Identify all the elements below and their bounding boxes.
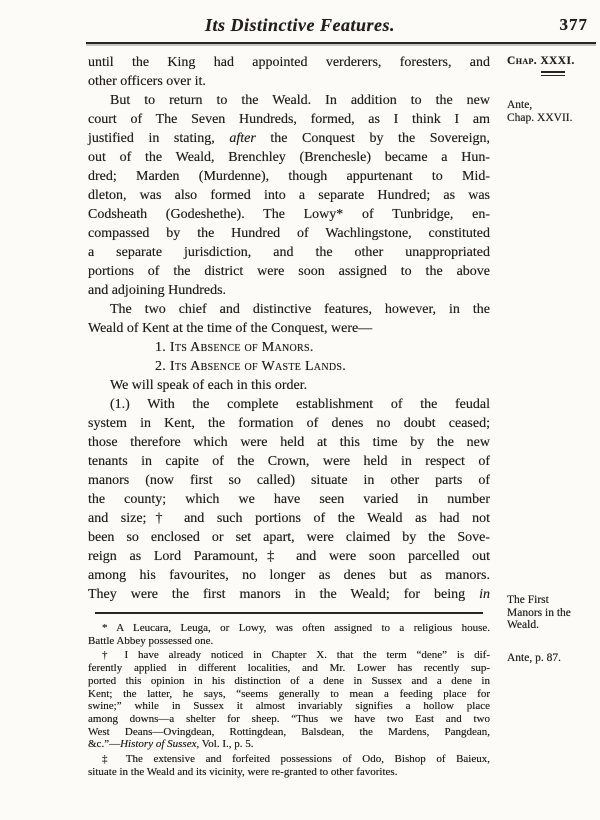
text-line: ferently applied in different localities, and Mr. Lower has recently sup- — [88, 662, 490, 675]
chapter-rule-ornament — [541, 71, 565, 76]
ante-page-label: Ante, p. 87. — [507, 652, 561, 664]
text-line: manors (now first so called) situate in other parts of — [88, 473, 490, 488]
text-line: justified in stating, after the Conquest by the Sovereign, — [88, 131, 490, 146]
footnote-star — [88, 622, 490, 647]
text-line: a separate jurisdiction, and the other unappropriated — [88, 245, 490, 260]
text-line: Kent; the latter, he says, “seems generally to mean a feeding place for — [88, 687, 490, 700]
text-line: Ante, — [507, 99, 533, 111]
paragraph — [88, 395, 490, 604]
page-number: 377 — [559, 15, 588, 34]
text-line: Codsheath (Godeshethe). The Lowy* of Tunbridge, en- — [88, 207, 490, 222]
text-line: swine;” while in Sussex it almost invariably signifies a hollow place — [88, 700, 490, 713]
text-line: ported this opinion in his distinction of a dene in Sussex and a dene in — [88, 674, 490, 687]
text-line: system in Kent, the formation of denes no doubt ceased; — [88, 416, 490, 431]
text-line: ‡ The extensive and forfeited possessions of Odo, Bishop of Baieux, — [102, 753, 490, 766]
text-line: and size;† and such portions of the Weald as had not — [88, 511, 490, 526]
margin-note-first-manors — [507, 594, 597, 632]
footnotes-block — [88, 622, 490, 780]
text-line: They were the first manors in the Weald; for being in — [88, 587, 490, 602]
text-line: West Deans—Ovingdean, Rottingdean, Balsdean, the Mardens, Pangdean, — [88, 725, 490, 738]
paragraph — [88, 376, 490, 395]
text-line: dleton, was also formed into a separate Hundred; as was — [88, 188, 490, 203]
text-line: the county; which we have seen varied in number — [88, 492, 490, 507]
text-line: Battle Abbey possessed one. — [88, 634, 214, 647]
text-line: Weald. — [507, 619, 539, 632]
running-head-title: Its Distinctive Features. — [204, 15, 395, 35]
chapter-label: Chap. XXXI. — [507, 55, 575, 67]
text-line: until the King had appointed verderers, foresters, and — [88, 55, 490, 70]
footnote-rule-divider — [95, 612, 483, 614]
text-line: Chap. XXVII. — [507, 111, 573, 124]
paragraph — [88, 53, 490, 91]
margin-note-chapter — [507, 55, 597, 76]
list-item: 1. Its Absence of Manors. — [155, 340, 314, 355]
text-line: We will speak of each in this order. — [110, 378, 308, 393]
text-line: those therefore which were held at this time by the new — [88, 435, 490, 450]
text-line: The First — [507, 594, 549, 606]
footnote-dagger — [88, 649, 490, 751]
text-line: compassed by the Hundred of Wachlingstone, constituted — [88, 226, 490, 241]
text-line: among downs—a shelter for sheep. “Thus we have two East and two — [88, 712, 490, 725]
text-line: The two chief and distinctive features, however, in the — [110, 302, 490, 317]
paragraph — [88, 300, 490, 338]
paragraph — [88, 91, 490, 300]
text-line: (1.) With the complete establishment of the feudal — [110, 397, 490, 412]
numbered-list — [155, 338, 490, 376]
text-line: * A Leucara, Leuga, or Lowy, was often assigned to a religious house. — [102, 622, 490, 634]
margin-note-ante-page — [507, 652, 597, 665]
text-line: other officers over it. — [88, 74, 206, 89]
text-line: But to return to the Weald. In addition to the new — [110, 93, 490, 108]
text-line: reign as Lord Paramount,‡ and were soon parcelled out — [88, 549, 490, 564]
text-line: &c.”—History of Sussex, Vol. I., p. 5. — [88, 738, 254, 751]
main-text-column — [88, 53, 490, 604]
text-line: Manors in the — [507, 606, 571, 619]
margin-note-ante-chapter — [507, 99, 597, 124]
text-line: † I have already noticed in Chapter X. that the term “dene” is dif- — [102, 649, 490, 662]
text-line: and adjoining Hundreds. — [88, 283, 227, 298]
header-rule-divider — [86, 42, 596, 44]
footnote-double-dagger — [88, 753, 490, 778]
text-line: dred; Marden (Murdenne), though appurtenant to Mid- — [88, 169, 490, 184]
text-line: portions of the district were soon assigned to the above — [88, 264, 490, 279]
list-item: 2. Its Absence of Waste Lands. — [155, 359, 347, 374]
text-line: situate in the Weald and its vicinity, were re-granted to other favorites. — [88, 765, 398, 778]
text-line: been so enclosed or set apart, were claimed by the Sove- — [88, 530, 490, 545]
text-line: court of The Seven Hundreds, formed, as I think I am — [88, 112, 490, 127]
text-line: among his favourites, no longer as denes but as manors. — [88, 568, 490, 583]
text-line: Weald of Kent at the time of the Conquest, were— — [88, 321, 373, 336]
text-line: tenants in capite of the Crown, were held in respect of — [88, 454, 490, 469]
text-line: out of the Weald, Brenchley (Brenchesle) became a Hun- — [88, 150, 490, 165]
